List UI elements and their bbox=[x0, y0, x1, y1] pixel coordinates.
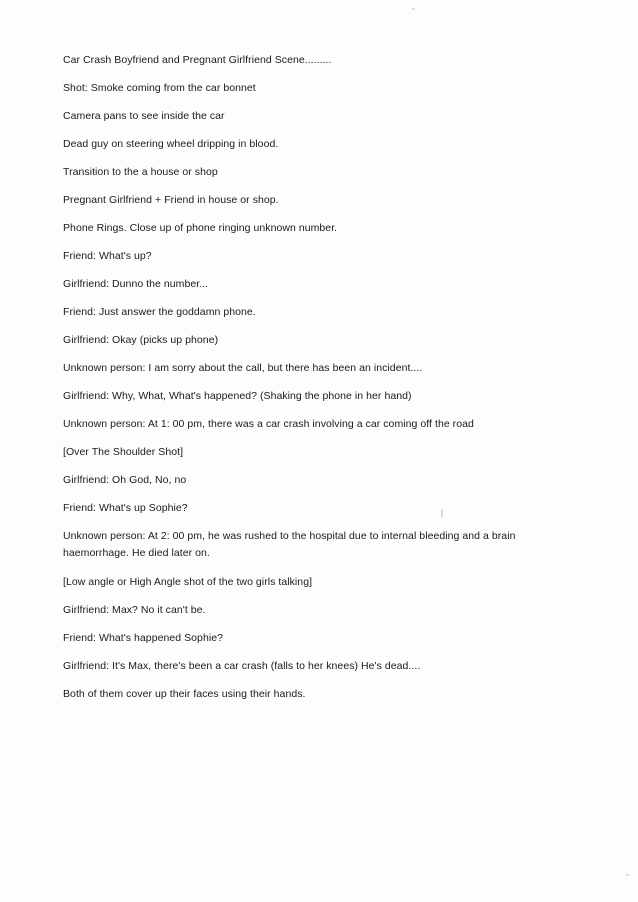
dialogue-line: Girlfriend: Max? No it can't be. bbox=[63, 604, 206, 616]
script-line: Transition to the a house or shop bbox=[63, 166, 218, 178]
script-line: Camera pans to see inside the car bbox=[63, 110, 225, 122]
script-text-block bbox=[63, 52, 583, 714]
script-line: Dead guy on steering wheel dripping in blood. bbox=[63, 138, 279, 150]
shot-direction: [Over The Shoulder Shot] bbox=[63, 446, 184, 458]
scan-speck bbox=[441, 509, 443, 517]
dialogue-line: Friend: What's up? bbox=[63, 250, 152, 262]
dialogue-line: Unknown person: I am sorry about the call, but there has been an incident.... bbox=[63, 362, 423, 374]
scan-speck bbox=[412, 8, 415, 10]
script-line: Shot: Smoke coming from the car bonnet bbox=[63, 82, 256, 94]
dialogue-line: Unknown person: At 1: 00 pm, there was a car crash involving a car coming off the road bbox=[63, 418, 474, 430]
scan-speck bbox=[626, 874, 629, 876]
script-line: Phone Rings. Close up of phone ringing unknown number. bbox=[63, 222, 338, 234]
shot-direction: [Low angle or High Angle shot of the two girls talking] bbox=[63, 576, 313, 588]
scene-title: Car Crash Boyfriend and Pregnant Girlfriend Scene......... bbox=[63, 54, 332, 66]
dialogue-line: Friend: What's up Sophie? bbox=[63, 502, 188, 514]
dialogue-line: Unknown person: At 2: 00 pm, he was rushed to the hospital due to internal bleeding and a brain haemorrhage. He died later on. bbox=[63, 530, 516, 559]
dialogue-line: Girlfriend: Why, What, What's happened? (Shaking the phone in her hand) bbox=[63, 390, 412, 402]
dialogue-line: Friend: Just answer the goddamn phone. bbox=[63, 306, 256, 318]
dialogue-line: Girlfriend: Oh God, No, no bbox=[63, 474, 187, 486]
dialogue-line: Friend: What's happened Sophie? bbox=[63, 632, 223, 644]
dialogue-line: Girlfriend: Okay (picks up phone) bbox=[63, 334, 219, 346]
dialogue-line: Girlfriend: It's Max, there's been a car crash (falls to her knees) He's dead.... bbox=[63, 660, 421, 672]
script-line: Pregnant Girlfriend + Friend in house or shop. bbox=[63, 194, 279, 206]
dialogue-line: Girlfriend: Dunno the number... bbox=[63, 278, 209, 290]
script-line: Both of them cover up their faces using their hands. bbox=[63, 688, 306, 700]
